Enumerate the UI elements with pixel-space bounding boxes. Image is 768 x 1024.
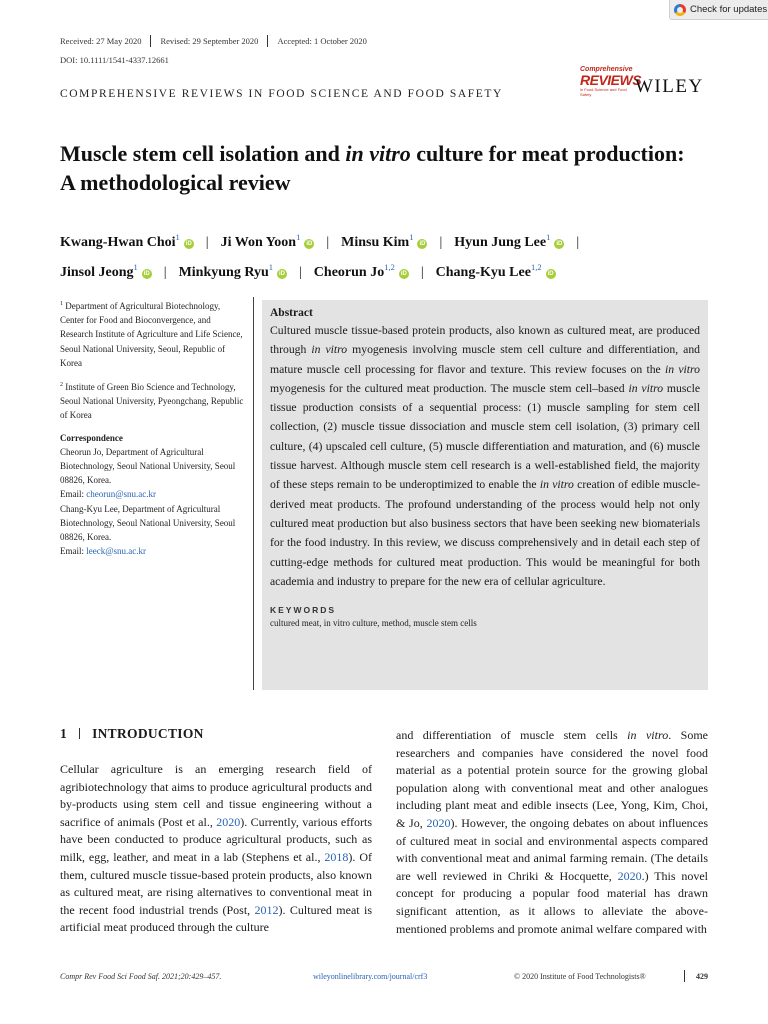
email-link[interactable]: leeck@snu.ac.kr (86, 546, 147, 557)
title-italic: in vitro (345, 141, 411, 166)
reference-link[interactable]: 2020 (216, 814, 241, 829)
author-separator: | (420, 265, 424, 280)
revised-date: Revised: 29 September 2020 (151, 35, 268, 47)
keywords: cultured meat, in vitro culture, method, muscle stem cells (270, 618, 477, 629)
abstract-heading: Abstract (270, 307, 313, 319)
orcid-icon[interactable]: iD (400, 271, 407, 277)
author-line-2 (60, 255, 720, 285)
author-separator: | (576, 235, 580, 250)
affiliation-1: $^1$ Department of Agricultural Biotechnology, Center for Food and Bioconvergence, and Research Institute of Agriculture and Life Science, Seoul National University, Seoul, Republic of Korea (60, 301, 243, 368)
journal-logo (580, 66, 642, 98)
author-separator: | (205, 235, 209, 250)
crossmark-icon (674, 4, 686, 16)
journal-logo-main: REVIEWS (580, 72, 642, 88)
author[interactable]: Minsu Kim$^1$iD (341, 232, 426, 250)
page-number: 429 (696, 972, 708, 981)
author-separator: | (298, 265, 302, 280)
keywords-heading: KEYWORDS (270, 605, 337, 616)
footer-journal-url[interactable]: wileyonlinelibrary.com/journal/crf3 (313, 972, 428, 981)
orcid-icon[interactable]: iD (278, 271, 285, 277)
correspondence-1: Cheorun Jo, Department of Agricultural Biotechnology, Seoul National University, Seoul 08826, Korea. Email: cheorun@snu.ac.kr (60, 446, 236, 500)
publisher-logo: WILEY (635, 76, 704, 97)
journal-logo-top: Comprehensive (580, 66, 633, 73)
author-separator: | (163, 265, 167, 280)
section-number: 1 (60, 726, 68, 741)
journal-name: COMPREHENSIVE REVIEWS IN FOOD SCIENCE AND FOOD SAFETY (60, 88, 503, 100)
orcid-icon[interactable]: iD (143, 271, 150, 277)
author[interactable]: Hyun Jung Lee$^1$iD (454, 232, 563, 250)
orcid-icon[interactable]: iD (556, 241, 563, 247)
email-link[interactable]: cheorun@snu.ac.kr (86, 489, 157, 500)
article-history (60, 35, 376, 47)
check-for-updates-button[interactable] (669, 0, 768, 20)
journal-logo-sub: in Food Science and Food Safety (580, 87, 627, 97)
correspondence-heading: Correspondence (60, 432, 123, 443)
author-line-1 (60, 225, 720, 255)
affiliations-sidebar (60, 297, 245, 558)
author[interactable]: Cheorun Jo$^{1,2}$iD (313, 262, 407, 280)
author[interactable]: Kwang-Hwan Choi$^1$iD (60, 232, 192, 250)
author-separator: | (439, 235, 443, 250)
reference-link[interactable]: 2020 (426, 815, 451, 830)
intro-column-2: and differentiation of muscle stem cells in vitro. Some researchers and companies have considered the novel food material as a potential protein source for the growing global population along with conventional meat and other analogues including plant meat and edible insects (Lee, Yong, Kim, Choi, & Jo, 2020). However, the ongoing debates on about influences of cultured meat in social and environmental aspects compared with conventional meat and animal farming remain. (The details are well reviewed in Chriki & Hocquette, 2020.) This novel concept for producing a popular food material has drawn significant attention, as it allows to alleviate the above-mentioned problems and promote animal welfare compared with (396, 728, 709, 936)
section-title: INTRODUCTION (92, 726, 204, 741)
footer-copyright: © 2020 Institute of Food Technologists® (514, 972, 646, 981)
author[interactable]: Jinsol Jeong$^1$iD (60, 262, 150, 280)
author-separator: | (326, 235, 330, 250)
sidebar-divider (253, 297, 254, 690)
reference-link[interactable]: 2020 (617, 868, 642, 883)
abstract-text: Cultured muscle tissue-based protein products, also known as cultured meat, are produced through in vitro myogenesis involving muscle stem cell culture and differentiation, and mature muscle cell processing for flavor and texture. This review focuses on the in vitro myogenesis for the cultured meat production. The muscle stem cell–based in vitro muscle tissue production consists of a sequential process: (1) muscle sampling for stem cell collection, (2) muscle tissue dissociation and muscle stem cell isolation, (3) primary cell culture, (4) upscaled cell culture, (5) muscle differentiation and maturation, and (6) muscle tissue harvest. Although muscle stem cell research is a well-established field, the majority of these steps remain to be underoptimized to enable the in vitro creation of edible muscle-derived meat products. The profound understanding of the process would help not only cultured meat production but also business sectors that have been seeking new biomaterials for the food industry. In this review, we discuss comprehensively and in detail each step of cutting-edge methods for cultured meat production. This would be meaningful for both academia and industry to prepare for the new era of cellular agriculture. (270, 324, 701, 588)
check-for-updates-label: Check for updates (690, 4, 768, 15)
abstract-box (262, 300, 708, 690)
received-date: Received: 27 May 2020 (60, 35, 151, 47)
article-title (60, 139, 700, 197)
author[interactable]: Chang-Kyu Lee$^{1,2}$iD (435, 262, 554, 280)
affiliation-2: $^2$ Institute of Green Bio Science and Technology, Seoul National University, Pyeongchang, Republic of Korea (60, 382, 244, 421)
reference-link[interactable]: 2018 (324, 849, 349, 864)
section-heading (60, 726, 204, 742)
author[interactable]: Minkyung Ryu$^1$iD (178, 262, 285, 280)
doi[interactable]: DOI: 10.1111/1541-4337.12661 (60, 55, 169, 65)
intro-column-1: Cellular agriculture is an emerging research field of agribiotechnology that aims to produce agricultural products and by-products using stem cell and tissue engineering without a sacrifice of animals (Post et al., 2020). Currently, various efforts have been conducted to produce agricultural products, such as milk, egg, leather, and meat in a lab (Stephens et al., 2018). Of them, cultured muscle tissue-based protein products, also known as cultured meat, are rising alternatives to conventional meat in the recent food industrial trends (Post, 2012). Cultured meat is artificial meat produced through the culture (60, 762, 373, 935)
footer-divider (684, 970, 685, 982)
footer-citation: Compr Rev Food Sci Food Saf. 2021;20:429–457. (60, 972, 222, 981)
reference-link[interactable]: 2012 (254, 902, 279, 917)
orcid-icon[interactable]: iD (419, 241, 426, 247)
orcid-icon[interactable]: iD (547, 271, 554, 277)
title-part-1: Muscle stem cell isolation and (60, 141, 346, 166)
author-list (60, 225, 720, 285)
title-part-2: culture for meat production: A methodological review (60, 141, 685, 195)
orcid-icon[interactable]: iD (185, 241, 192, 247)
correspondence-2: Chang-Kyu Lee, Department of Agricultural Biotechnology, Seoul National University, Seoul 08826, Korea. Email: leeck@snu.ac.kr (60, 503, 236, 557)
author[interactable]: Ji Won Yoon$^1$iD (220, 232, 313, 250)
orcid-icon[interactable]: iD (306, 241, 313, 247)
accepted-date: Accepted: 1 October 2020 (277, 36, 367, 46)
section-divider (79, 728, 80, 739)
